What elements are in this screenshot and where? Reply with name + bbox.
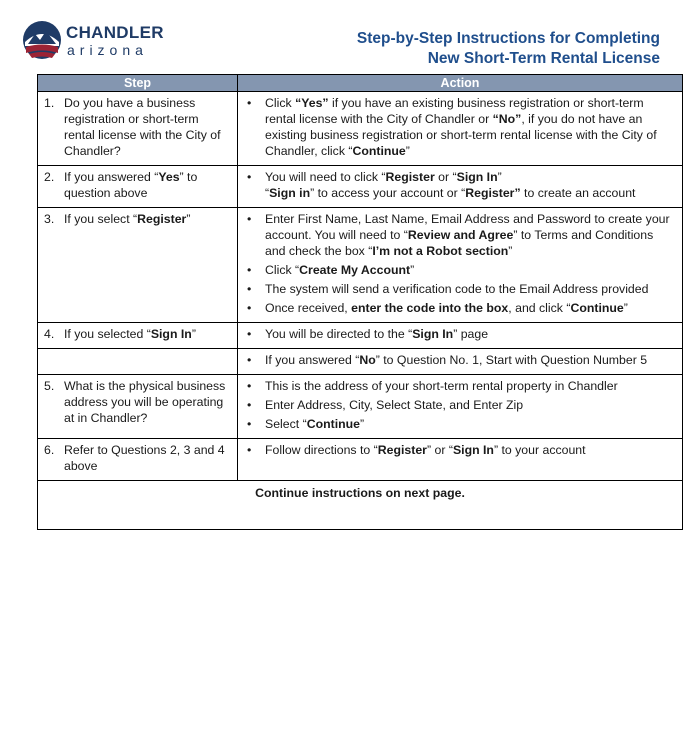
- step-text: [64, 326, 228, 342]
- step-text: [64, 442, 228, 474]
- action-list: [244, 378, 676, 432]
- action-item: [244, 262, 676, 278]
- text-run: The system will send a verification code to the Email Address provided: [265, 282, 649, 296]
- text-run: You will be directed to the “: [265, 327, 413, 341]
- step-number: 2.: [44, 170, 55, 184]
- text-run: if you have an existing business registration or short-term rental license with the City of Chandler or: [265, 96, 644, 126]
- action-item: [244, 169, 676, 201]
- action-item: [244, 416, 676, 432]
- text-run: If you selected “: [64, 327, 151, 341]
- bold-text: Sign In: [456, 170, 498, 184]
- text-run: Do you have a business registration or short-term rental license with the City of Chandler?: [64, 96, 221, 158]
- bold-text: No: [359, 353, 376, 367]
- action-list: [244, 442, 676, 458]
- action-item: [244, 211, 676, 259]
- table-body: [38, 92, 683, 481]
- bold-text: Continue: [306, 417, 360, 431]
- bold-text: Continue: [570, 301, 624, 315]
- bold-text: Sign In: [150, 327, 192, 341]
- chandler-logo-emblem-icon: [22, 20, 62, 62]
- text-run: ”: [623, 301, 628, 315]
- text-run: , and click “: [508, 301, 571, 315]
- text-run: Select “: [265, 417, 307, 431]
- header-step: Step: [38, 75, 238, 92]
- bold-text: Continue: [352, 144, 406, 158]
- document-title: [357, 29, 660, 69]
- instructions-table: [37, 74, 683, 530]
- bold-text: Review and Agree: [407, 228, 514, 242]
- bold-text: Register”: [465, 186, 521, 200]
- text-run: ”: [508, 244, 513, 258]
- logo-subtitle: arizona: [67, 42, 148, 58]
- action-item: [244, 326, 676, 342]
- step-cell: [38, 349, 238, 375]
- text-run: ”: [191, 327, 196, 341]
- action-list: [244, 169, 676, 201]
- action-cell: [238, 208, 683, 323]
- step-cell: [38, 439, 238, 481]
- text-run: “: [265, 186, 270, 200]
- text-run: ”: [405, 144, 410, 158]
- text-run: ” page: [453, 327, 489, 341]
- text-run: Once received,: [265, 301, 352, 315]
- text-run: You will need to click “: [265, 170, 386, 184]
- step-text: [64, 169, 228, 201]
- table-row: [38, 375, 683, 439]
- text-run: ” or “: [426, 443, 453, 457]
- text-run: Refer to Questions 2, 3 and 4 above: [64, 443, 225, 473]
- action-cell: [238, 92, 683, 166]
- text-run: ”: [410, 263, 415, 277]
- step-text: [64, 378, 228, 426]
- text-run: If you answered “: [64, 170, 159, 184]
- step-number: 4.: [44, 327, 55, 341]
- text-run: ”: [186, 212, 191, 226]
- bold-text: I’m not a Robot section: [372, 244, 509, 258]
- action-item: [244, 300, 676, 316]
- action-item: [244, 352, 676, 368]
- text-run: to create an account: [520, 186, 636, 200]
- text-run: ” to question above: [64, 170, 198, 200]
- action-item: [244, 442, 676, 458]
- text-run: or “: [434, 170, 457, 184]
- step-text: [64, 211, 228, 227]
- step-cell: [38, 323, 238, 349]
- action-item: [244, 95, 676, 159]
- action-item: [244, 378, 676, 394]
- text-run: What is the physical business address you will be operating at in Chandler?: [64, 379, 226, 425]
- continue-note: Continue instructions on next page.: [38, 481, 683, 530]
- text-run: Enter First Name, Last Name, Email Address and Password to create your account. You will need to “: [265, 212, 670, 242]
- bold-text: Yes: [158, 170, 180, 184]
- table-row: [38, 349, 683, 375]
- action-list: [244, 211, 676, 316]
- text-run: ” to your account: [493, 443, 586, 457]
- bold-text: Sign In: [452, 443, 494, 457]
- action-list: [244, 326, 676, 342]
- step-number: 6.: [44, 443, 55, 457]
- action-cell: [238, 439, 683, 481]
- text-run: This is the address of your short-term rental property in Chandler: [265, 379, 618, 393]
- text-run: ” to Terms and Conditions and check the box “: [265, 228, 654, 258]
- text-run: , if you do not have an existing business registration or short-term rental license with the City of Chandler, click “: [265, 112, 657, 158]
- action-list: [244, 95, 676, 159]
- title-line-1: Step-by-Step Instructions for Completing: [356, 30, 660, 47]
- bold-text: Register: [385, 170, 435, 184]
- action-item: [244, 281, 676, 297]
- table-row: [38, 208, 683, 323]
- table-header-row: [38, 75, 683, 92]
- logo-name: CHANDLER: [66, 23, 164, 42]
- title-line-2: New Short-Term Rental License: [427, 50, 660, 67]
- text-run: ”: [497, 170, 502, 184]
- step-cell: [38, 92, 238, 166]
- table-row: [38, 92, 683, 166]
- action-cell: [238, 166, 683, 208]
- text-run: If you answered “: [265, 353, 360, 367]
- bold-text: “Yes”: [295, 96, 329, 110]
- bold-text: Sign in: [269, 186, 311, 200]
- text-run: Click: [265, 96, 296, 110]
- table-row: [38, 439, 683, 481]
- bold-text: “No”: [492, 112, 522, 126]
- header-action: Action: [238, 75, 683, 92]
- text-run: ” to Question No. 1, Start with Question Number 5: [375, 353, 648, 367]
- action-item: [244, 397, 676, 413]
- table-footer-row: [38, 481, 683, 530]
- chandler-logo: [22, 20, 162, 64]
- action-cell: [238, 323, 683, 349]
- text-run: ”: [359, 417, 365, 431]
- table-row: [38, 166, 683, 208]
- bold-text: enter the code into the box: [351, 301, 509, 315]
- step-number: 5.: [44, 379, 55, 393]
- bold-text: Sign In: [412, 327, 454, 341]
- bold-text: Create My Account: [299, 263, 411, 277]
- step-number: 3.: [44, 212, 55, 226]
- action-list: [244, 352, 676, 368]
- step-number: 1.: [44, 96, 55, 110]
- step-text: [64, 95, 228, 159]
- bold-text: Register: [137, 212, 187, 226]
- step-cell: [38, 208, 238, 323]
- action-cell: [238, 349, 683, 375]
- action-cell: [238, 375, 683, 439]
- text-run: Follow directions to “: [265, 443, 378, 457]
- text-run: Click “: [265, 263, 300, 277]
- bold-text: Register: [377, 443, 427, 457]
- text-run: Enter Address, City, Select State, and Enter Zip: [265, 398, 524, 412]
- text-run: ” to access your account or “: [310, 186, 466, 200]
- text-run: If you select “: [64, 212, 138, 226]
- table-row: [38, 323, 683, 349]
- step-cell: [38, 166, 238, 208]
- step-cell: [38, 375, 238, 439]
